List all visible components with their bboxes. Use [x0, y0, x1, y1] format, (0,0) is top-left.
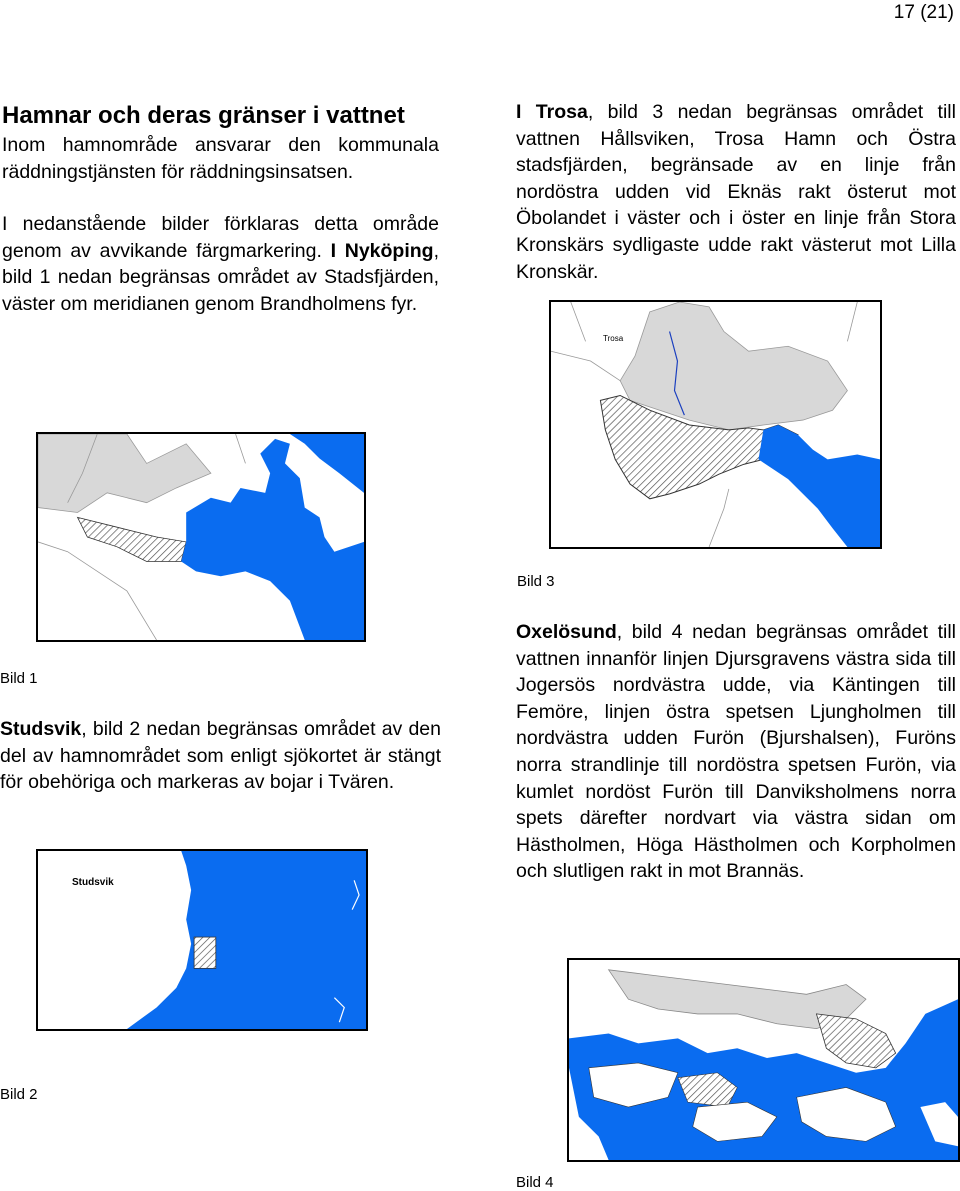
caption-bild-1: Bild 1 [0, 670, 38, 687]
map-trosa [549, 300, 882, 549]
caption-bild-3: Bild 3 [517, 573, 555, 590]
map-label-studsvik: Studsvik [72, 877, 114, 888]
trosa-paragraph: I Trosa, bild 3 nedan begränsas området till vattnen Hållsviken, Trosa Hamn och Östra stadsfjärden, begränsade av en linje från nordöstra udden vid Eknäs rakt österut mot Öbolandet i väster och i öster en linje från Stora Kronskärs sydligaste udde rakt västerut mot Lilla Kronskär. [516, 101, 956, 283]
section-heading: Hamnar och deras gränser i vattnet [2, 102, 405, 129]
map-nykoping [36, 432, 366, 642]
map-studsvik [36, 849, 368, 1031]
map-oxelosund [567, 958, 960, 1162]
map-label-femore: FEMÖRE [703, 1116, 746, 1127]
map-label-trosa: Trosa [603, 334, 624, 343]
studsvik-paragraph: Studsvik, bild 2 nedan begränsas området av den del av hamnområdet som enligt sjökortet är stängt för obehöriga och markeras av bojar i Tvären. [0, 718, 441, 794]
map-label-jogerso: JOGERSÖ [601, 1068, 651, 1079]
oxelosund-paragraph: Oxelösund, bild 4 nedan begränsas området till vattnen innanför linjen Djursgravens västra sida till Jogersös nordvästra udde, via Käntingen till Femöre, linjen östra spetsen Ljungholmen till nordvästra udden Furön (Bjurshalsen), Furöns norra strandlinje till nordöstra spetsen Furön, via kumlet nordöst Furön till Danviksholmens norra spets därefter nordvart via västra sidan om Hästholmen, Höga Hästholmen och Korpholmen och slutligen rakt in mot Brannäs. [516, 621, 956, 883]
caption-bild-4: Bild 4 [516, 1174, 554, 1191]
left-text-block [2, 100, 439, 318]
map-label-furon: FURÖN [817, 1116, 853, 1127]
page-number: 17 (21) [893, 2, 954, 23]
explain-paragraph: I nedanstående bilder förklaras detta område genom av avvikande färgmarkering. I Nyköping, bild 1 nedan begränsas området av Stadsfjärden, väster om meridianen genom Brandholmens fyr. [2, 213, 439, 315]
intro-paragraph: Inom hamnområde ansvarar den kommunala räddningstjänsten för räddningsinsatsen. [2, 134, 439, 183]
caption-bild-2: Bild 2 [0, 1086, 38, 1103]
